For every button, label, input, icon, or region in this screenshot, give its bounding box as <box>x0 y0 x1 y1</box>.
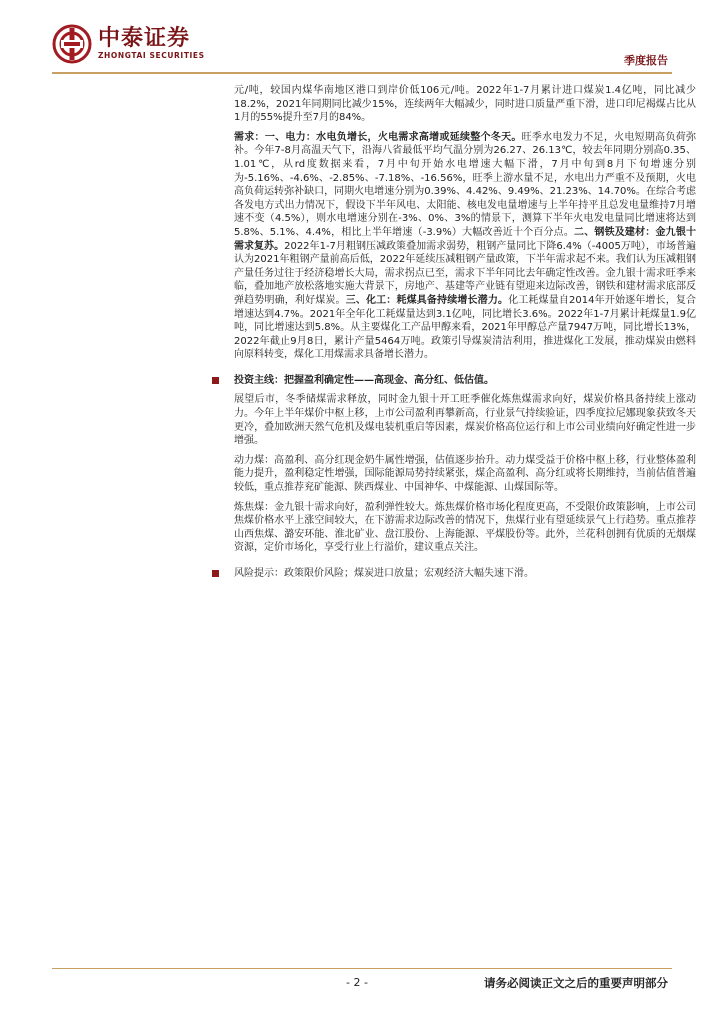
demand-steel-text: 2022年1-7月粗钢压减政策叠加需求弱势，粗钢产量同比下降6.4%（-4005万吨），市场普遍认为2021年粗钢产量前高后低，2022年延续压减粗钢产量政策，下半年需求起不来。我们认为压减粗钢产量任务过往于经济稳增长大局，需求拐点已至，需求下半年同比去年确定性改善。金九银十需求旺季来临，叠加地产放松落地实施大背景下，房地产、基建等产业链有望迎来边际改善，钢铁和建材需求底部反弹趋势明确，利好煤炭。 <box>234 240 696 306</box>
investment-heading-row <box>234 374 696 388</box>
page-header <box>0 0 724 80</box>
square-bullet-icon <box>212 377 219 384</box>
demand-power-text: 旺季水电发力不足，火电短期高负荷弥补。今年7-8月高温天气下，沿海八省最低平均气温分别为26.27、26.13℃，较去年同期分别高0.35、1.01℃，从rd度数据来看，7月中旬开始水电增速大幅下滑，7月中旬到8月下旬增速分别为-5.16%、-4.6%、-2.85%、-7.18%、-16.56%，旺季上游水量不足，水电出力严重不及预期，火电高负荷运转弥补缺口，同期火电增速分别为0.39%、4.42%、9.49%、21.23%、14.70%。在综合考虑各发电方式出力情况下，假设下半年风电、太阳能、核电发电量增速与上半年持平且总发电量维持7月增速不变（4.5%），则水电增速分别在-3%、0%、3%的情景下，测算下半年火电发电量同比增速将达到5.8%、5.1%、4.4%，相比上半年增速（-3.9%）大幅改善近十个百分点。 <box>234 131 697 238</box>
square-bullet-icon <box>212 570 219 577</box>
outlook-paragraph: 展望后市，冬季储煤需求释放，同时金九银十开工旺季催化炼焦煤需求向好，煤炭价格具备持续上涨动力。今年上半年煤价中枢上移，上市公司盈利再攀新高，行业景气持续验证，四季度拉尼娜现象获致冬天更冷，叠加欧洲天然气危机及煤电装机重启等因素，煤炭价格高位运行和上市公司业绩向好确定性进一步增强。 <box>234 394 696 447</box>
risk-warning: 风险提示：政策限价风险；煤炭进口放量；宏观经济大幅失速下滑。 <box>234 568 534 579</box>
footer-divider <box>52 968 672 969</box>
coal-import-paragraph: 元/吨，较国内煤华南地区港口到岸价低106元/吨。2022年1-7月累计进口煤炭1.4亿吨，同比减少18.2%，2021年同期同比减少15%，连续两年大幅减少，同时进口质量严重下滑，进口印尼褐煤占比从1月的55%提升至7月的84%。 <box>234 85 696 124</box>
investment-heading: 投资主线：把握盈利确定性——高现金、高分红、低估值。 <box>234 374 494 386</box>
demand-steel-heading: 二、钢铁及建材：金九银十需求复苏。 <box>234 226 697 252</box>
header-divider <box>52 72 672 74</box>
zhongtai-logo-icon <box>52 24 92 64</box>
logo-chinese-name: 中泰证券 <box>98 26 191 51</box>
risk-row <box>234 567 696 581</box>
page-number: - 2 - <box>346 976 368 989</box>
main-content <box>234 84 696 581</box>
thermal-coal-paragraph: 动力煤：高盈利、高分红现金奶牛属性增强，估值逐步抬升。动力煤受益于价格中枢上移，行业整体盈利能力提升，盈利稳定性增强，国际能源局势持续紧张，煤企高盈利、高分红或将长期维持，当前估值普遍较低，重点推荐兖矿能源、陕西煤业、中国神华、中煤能源、山煤国际等。 <box>234 454 696 494</box>
coking-coal-paragraph: 炼焦煤：金九银十需求向好，盈利弹性较大。炼焦煤价格市场化程度更高，不受限价政策影响，上市公司焦煤价格水平上涨空间较大，在下游需求边际改善的情况下，焦煤行业有望延续景气上行趋势。重点推荐山西焦煤、潞安环能、淮北矿业、盘江股份、上海能源、平煤股份等。此外，兰花科创拥有优质的无烟煤资源，定价市场化，享受行业上行溢价，建议重点关注。 <box>234 501 696 554</box>
logo-english-name: ZHONGTAI SECURITIES <box>98 51 205 60</box>
demand-chem-heading: 三、化工：耗煤具备持续增长潜力。 <box>345 294 509 306</box>
demand-chem-text: 化工耗煤量自2014年开始逐年增长，复合增速达到4.7%。2021年全年化工耗煤量达到3.1亿吨，同比增长3.6%。2022年1-7月累计耗煤量1.9亿吨，同比增速达到5.8%。从主要煤化工产品甲醇来看，2021年甲醇总产量7947万吨，同比增长13%，2022年截止9月8日，累计产量5464万吨。政策引导煤炭清洁利用，推进煤化工发展，推动煤炭由燃料向原料转变，煤化工用煤需求具备增长潜力。 <box>234 294 697 361</box>
report-type-label: 季度报告 <box>624 54 668 67</box>
demand-paragraph <box>234 131 696 362</box>
demand-power-heading: 需求：一、电力：水电负增长，火电需求高增或延续整个冬天。 <box>234 131 522 143</box>
company-logo <box>52 24 205 64</box>
footer-disclaimer: 请务必阅读正文之后的重要声明部分 <box>484 976 668 990</box>
